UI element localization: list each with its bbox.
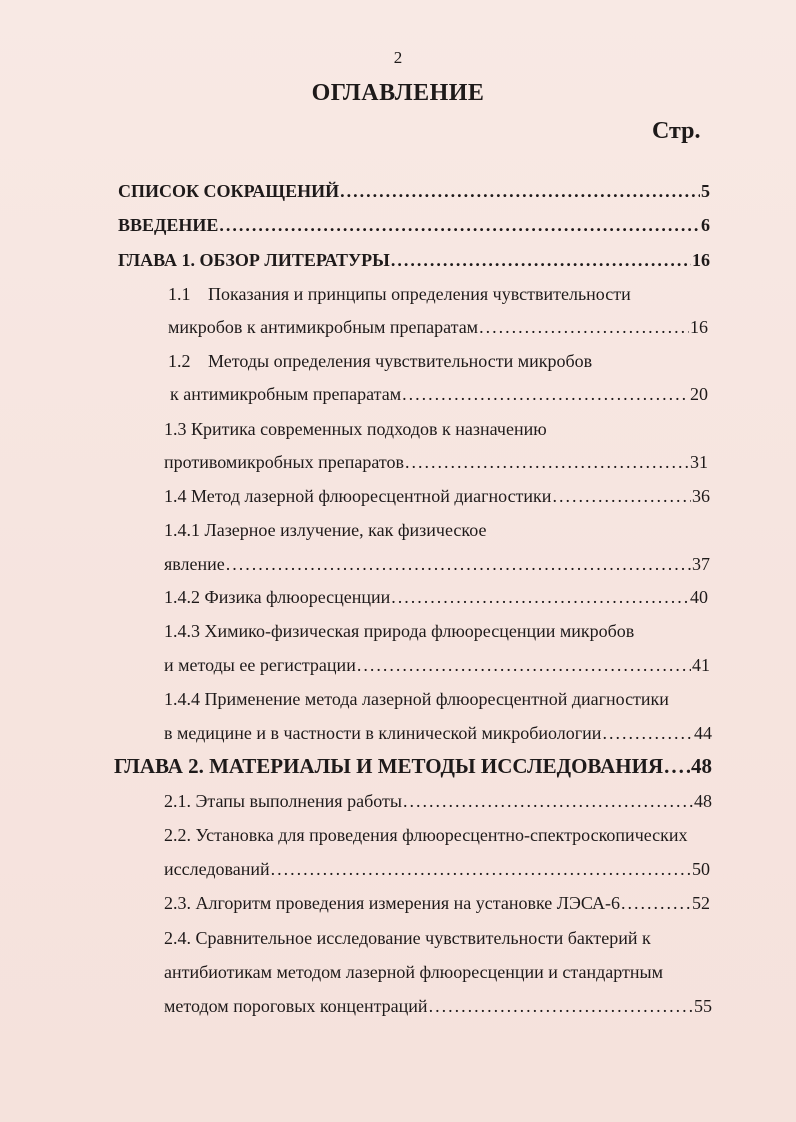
- page-number: 2: [393, 48, 403, 67]
- toc-entry-page: 52: [692, 893, 710, 913]
- toc-entry-text: 2.4. Сравнительное исследование чувствительности бактерий к: [164, 928, 651, 948]
- toc-entry-text: методом пороговых концентраций: [164, 996, 428, 1016]
- toc-entry-page: 50: [692, 859, 710, 879]
- toc-entry-chapter1[interactable]: [118, 247, 710, 273]
- toc-entry-1-4[interactable]: [164, 483, 710, 509]
- page-title: ОГЛАВЛЕНИЕ: [311, 80, 485, 106]
- toc-entry-text: 1.4 Метод лазерной флюоресцентной диагностики: [164, 486, 552, 506]
- toc-entry-1-1-line1[interactable]: [168, 281, 708, 307]
- toc-entry-text: 2.1. Этапы выполнения работы: [164, 791, 402, 811]
- toc-entry-text: явление: [164, 554, 225, 574]
- toc-entry-text: 2.2. Установка для проведения флюоресцентно-спектроскопических: [164, 825, 688, 845]
- toc-entry-text: ГЛАВА 1. ОБЗОР ЛИТЕРАТУРЫ: [118, 250, 390, 270]
- toc-entry-1-3-line1[interactable]: [164, 416, 708, 442]
- toc-leader-dots: [621, 890, 691, 916]
- toc-entry-page: 6: [701, 215, 710, 235]
- toc-entry-text: 1.3 Критика современных подходов к назначению: [164, 419, 547, 439]
- toc-entry-abbreviations[interactable]: [118, 178, 710, 204]
- toc-entry-introduction[interactable]: [118, 212, 710, 238]
- toc-leader-dots: [226, 551, 691, 577]
- toc-entry-text: 1.4.2 Физика флюоресценции: [164, 587, 391, 607]
- toc-leader-dots: [429, 993, 693, 1019]
- toc-leader-dots: [391, 247, 691, 273]
- toc-entry-2-3[interactable]: [164, 890, 710, 916]
- toc-entry-2-2-line2[interactable]: [164, 856, 710, 882]
- toc-entry-1-4-1-line1[interactable]: [164, 517, 708, 543]
- toc-leader-dots: [357, 652, 691, 678]
- toc-entry-page: 40: [690, 587, 708, 607]
- toc-entry-text: 1.4.1 Лазерное излучение, как физическое: [164, 520, 487, 540]
- toc-entry-page: 48: [694, 791, 712, 811]
- toc-entry-text: исследований: [164, 859, 270, 879]
- toc-entry-1-4-2[interactable]: [164, 584, 708, 610]
- toc-entry-chapter2[interactable]: [114, 751, 712, 781]
- toc-entry-1-2-line1[interactable]: [168, 348, 708, 374]
- toc-entry-text: СПИСОК СОКРАЩЕНИЙ: [118, 181, 340, 201]
- toc-leader-dots: [271, 856, 691, 882]
- toc-entry-1-2-line2[interactable]: [170, 381, 708, 407]
- toc-entry-1-1-line2[interactable]: [168, 314, 708, 340]
- toc-entry-1-3-line2[interactable]: [164, 449, 708, 475]
- toc-leader-dots: [552, 483, 691, 509]
- toc-entry-page: 31: [690, 452, 708, 472]
- toc-entry-2-2-line1[interactable]: [164, 822, 730, 848]
- toc-entry-page: 41: [692, 655, 710, 675]
- toc-entry-text: Методы определения чувствительности микробов: [208, 351, 593, 371]
- toc-entry-text: и методы ее регистрации: [164, 655, 356, 675]
- toc-entry-text: 2.3. Алгоритм проведения измерения на установке ЛЭСА-6: [164, 893, 620, 913]
- toc-entry-1-4-3-line1[interactable]: [164, 618, 710, 644]
- toc-section-number: 1.1: [168, 284, 191, 304]
- toc-entry-text: к антимикробным препаратам: [170, 384, 402, 404]
- toc-entry-text: 1.4.4 Применение метода лазерной флюоресцентной диагностики: [164, 689, 669, 709]
- toc-leader-dots: [664, 751, 690, 781]
- toc-leader-dots: [219, 212, 700, 238]
- toc-entry-text: Показания и принципы определения чувствительности: [208, 284, 631, 304]
- toc-entry-page: 20: [690, 384, 708, 404]
- toc-entry-page: 48: [691, 754, 712, 778]
- toc-leader-dots: [602, 720, 693, 746]
- toc-entry-page: 16: [690, 317, 708, 337]
- toc-entry-page: 37: [692, 554, 710, 574]
- toc-leader-dots: [391, 584, 689, 610]
- toc-entry-page: 16: [692, 250, 710, 270]
- toc-entry-1-4-4-line2[interactable]: [164, 720, 712, 746]
- toc-entry-1-4-4-line1[interactable]: [164, 686, 724, 712]
- toc-entry-page: 5: [701, 181, 710, 201]
- toc-entry-page: 36: [692, 486, 710, 506]
- page-column-label: Стр.: [652, 118, 701, 144]
- toc-entry-text: антибиотикам методом лазерной флюоресценции и стандартным: [164, 962, 664, 982]
- toc-entry-text: ВВЕДЕНИЕ: [118, 215, 219, 235]
- toc-entry-text: микробов к антимикробным препаратам: [168, 317, 479, 337]
- toc-entry-text: противомикробных препаратов: [164, 452, 404, 472]
- toc-entry-2-1[interactable]: [164, 788, 712, 814]
- toc-entry-1-4-1-line2[interactable]: [164, 551, 710, 577]
- toc-entry-page: 55: [694, 996, 712, 1016]
- toc-entry-text: 1.4.3 Химико-физическая природа флюоресценции микробов: [164, 621, 635, 641]
- toc-leader-dots: [405, 449, 689, 475]
- toc-entry-2-4-line2[interactable]: [164, 959, 724, 985]
- toc-entry-1-4-3-line2[interactable]: [164, 652, 710, 678]
- toc-entry-page: 44: [694, 723, 712, 743]
- toc-leader-dots: [340, 178, 700, 204]
- toc-leader-dots: [479, 314, 689, 340]
- toc-leader-dots: [402, 381, 689, 407]
- toc-section-number: 1.2: [168, 351, 191, 371]
- toc-entry-2-4-line3[interactable]: [164, 993, 712, 1019]
- toc-entry-text: ГЛАВА 2. МАТЕРИАЛЫ И МЕТОДЫ ИССЛЕДОВАНИЯ: [114, 754, 664, 778]
- toc-entry-text: в медицине и в частности в клинической микробиологии: [164, 723, 602, 743]
- toc-entry-2-4-line1[interactable]: [164, 925, 710, 951]
- toc-leader-dots: [403, 788, 693, 814]
